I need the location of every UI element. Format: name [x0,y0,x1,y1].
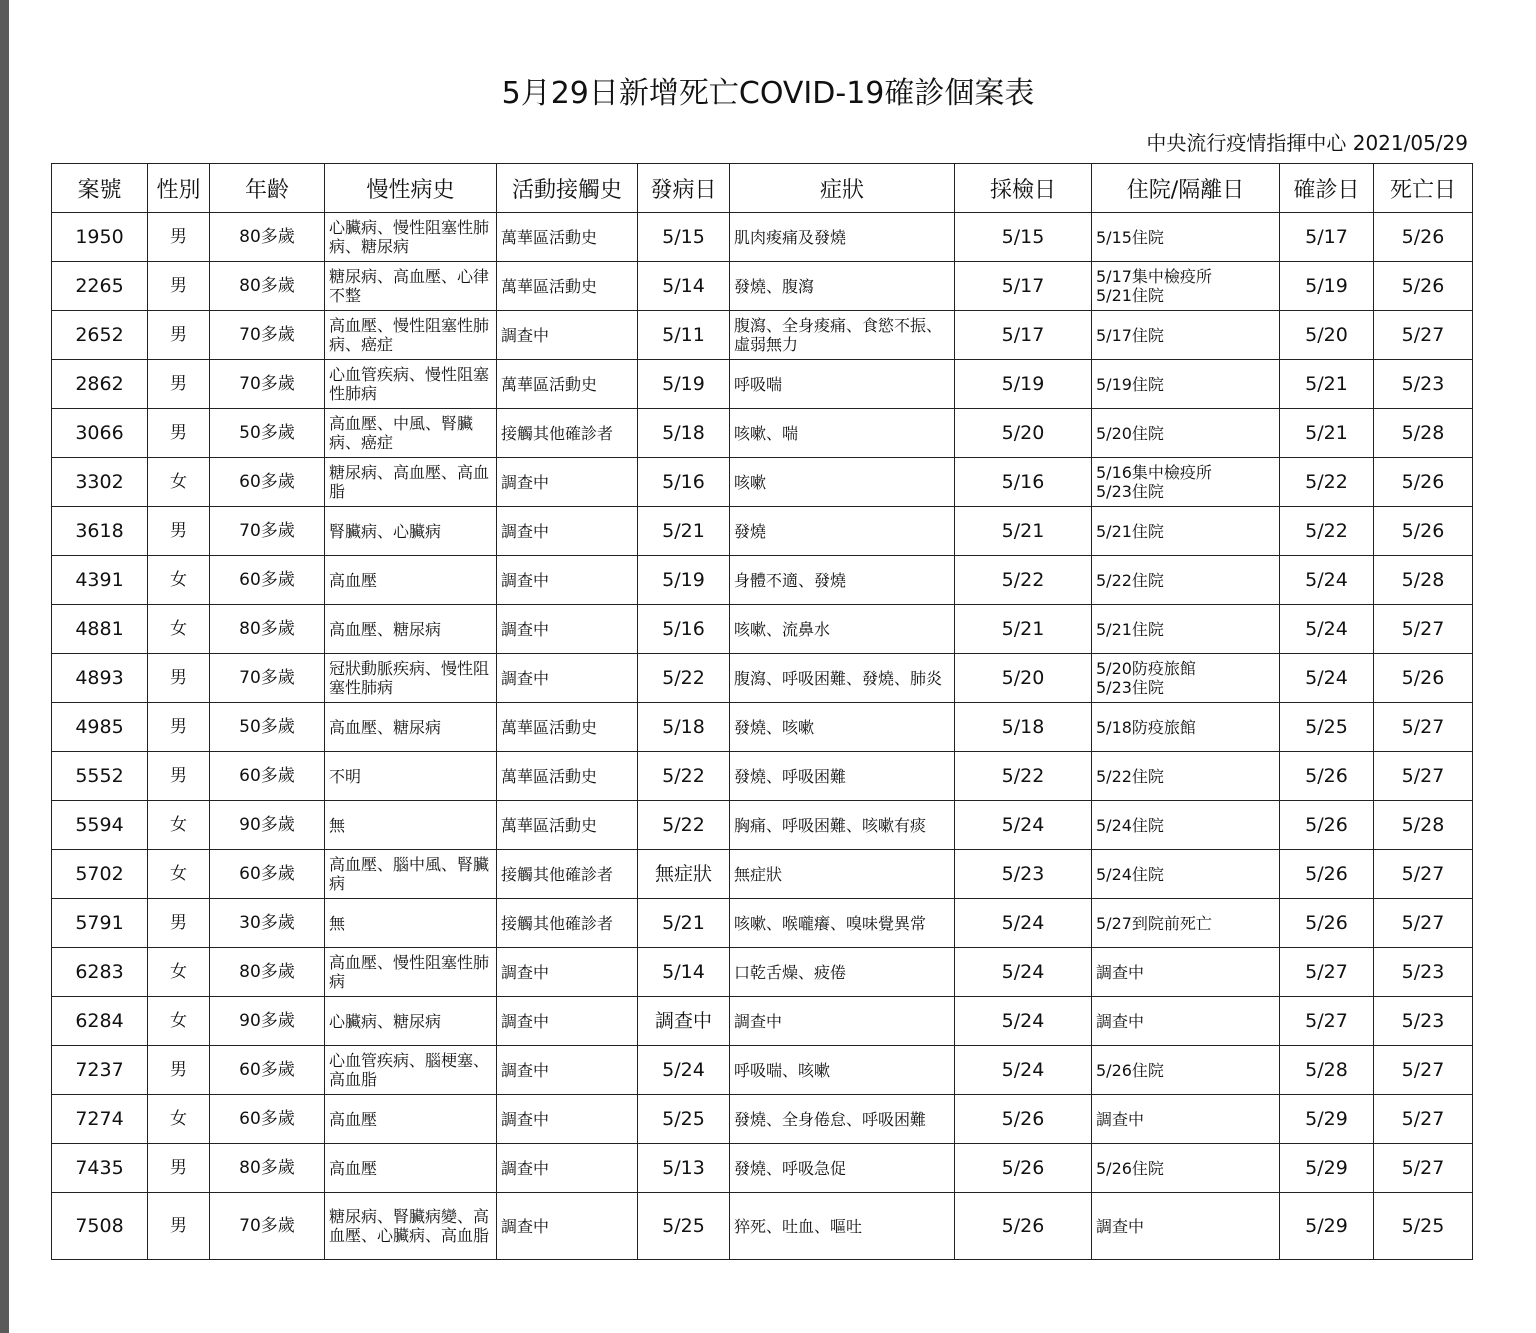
cell-chronic-history: 高血壓、糖尿病 [325,605,497,654]
cell-sampling-date: 5/18 [955,703,1092,752]
cell-age: 60多歲 [210,1095,325,1144]
cell-symptoms: 猝死、吐血、嘔吐 [730,1193,955,1260]
table-row [52,654,1473,703]
cell-case-number: 5791 [52,899,148,948]
cell-symptoms: 身體不適、發燒 [730,556,955,605]
cell-activity-contact: 萬華區活動史 [497,703,638,752]
cell-activity-contact: 萬華區活動史 [497,213,638,262]
cell-case-number: 5594 [52,801,148,850]
cell-sampling-date: 5/26 [955,1193,1092,1260]
cell-chronic-history: 冠狀動脈疾病、慢性阻塞性肺病 [325,654,497,703]
cell-chronic-history: 心臟病、糖尿病 [325,997,497,1046]
cell-activity-contact: 接觸其他確診者 [497,899,638,948]
cell-death-date: 5/23 [1374,948,1473,997]
cell-confirmed-date: 5/21 [1280,360,1374,409]
cell-death-date: 5/23 [1374,997,1473,1046]
cell-activity-contact: 萬華區活動史 [497,752,638,801]
cell-activity-contact: 調查中 [497,997,638,1046]
cell-case-number: 3302 [52,458,148,507]
cell-sex: 女 [148,997,210,1046]
cell-hospital-isolation-date: 5/20住院 [1092,409,1280,458]
table-row [52,948,1473,997]
cell-case-number: 4893 [52,654,148,703]
cell-sampling-date: 5/20 [955,409,1092,458]
cell-onset-date: 5/14 [638,262,730,311]
cell-onset-date: 5/15 [638,213,730,262]
cell-symptoms: 肌肉痠痛及發燒 [730,213,955,262]
cell-confirmed-date: 5/25 [1280,703,1374,752]
cell-chronic-history: 糖尿病、腎臟病變、高血壓、心臟病、高血脂 [325,1193,497,1260]
cell-age: 60多歲 [210,752,325,801]
cell-chronic-history: 心血管疾病、慢性阻塞性肺病 [325,360,497,409]
cell-age: 70多歲 [210,1193,325,1260]
cell-age: 50多歲 [210,409,325,458]
table-row [52,703,1473,752]
cell-age: 60多歲 [210,1046,325,1095]
cell-activity-contact: 調查中 [497,311,638,360]
table-row [52,997,1473,1046]
cell-age: 60多歲 [210,458,325,507]
cell-death-date: 5/27 [1374,311,1473,360]
table-row [52,213,1473,262]
cell-death-date: 5/27 [1374,752,1473,801]
cell-chronic-history: 高血壓 [325,1144,497,1193]
cell-chronic-history: 無 [325,801,497,850]
cell-death-date: 5/27 [1374,1046,1473,1095]
cell-symptoms: 無症狀 [730,850,955,899]
table-row [52,801,1473,850]
cell-activity-contact: 調查中 [497,948,638,997]
cell-hospital-isolation-date: 調查中 [1092,1193,1280,1260]
cell-age: 80多歲 [210,948,325,997]
table-row [52,556,1473,605]
cell-sampling-date: 5/24 [955,899,1092,948]
cell-age: 80多歲 [210,1144,325,1193]
cell-confirmed-date: 5/26 [1280,752,1374,801]
viewer-left-edge [0,0,9,1333]
cell-sex: 男 [148,752,210,801]
cell-death-date: 5/27 [1374,703,1473,752]
cell-hospital-isolation-date: 5/18防疫旅館 [1092,703,1280,752]
cell-case-number: 5702 [52,850,148,899]
cell-onset-date: 5/16 [638,605,730,654]
cell-activity-contact: 調查中 [497,556,638,605]
cell-case-number: 3618 [52,507,148,556]
header-confirmed-date: 確診日 [1280,164,1374,213]
cell-symptoms: 咳嗽 [730,458,955,507]
cell-confirmed-date: 5/27 [1280,997,1374,1046]
cell-symptoms: 咳嗽、喘 [730,409,955,458]
cell-sampling-date: 5/24 [955,1046,1092,1095]
cell-death-date: 5/27 [1374,605,1473,654]
cell-age: 70多歲 [210,360,325,409]
cell-hospital-isolation-date: 5/20防疫旅館 5/23住院 [1092,654,1280,703]
cell-case-number: 1950 [52,213,148,262]
cell-sampling-date: 5/22 [955,556,1092,605]
cell-onset-date: 5/25 [638,1193,730,1260]
cell-death-date: 5/26 [1374,262,1473,311]
cell-sex: 女 [148,850,210,899]
cell-chronic-history: 腎臟病、心臟病 [325,507,497,556]
cell-symptoms: 咳嗽、流鼻水 [730,605,955,654]
table-row [52,1144,1473,1193]
cell-death-date: 5/27 [1374,850,1473,899]
table-row [52,409,1473,458]
document-source-date: 中央流行疫情指揮中心 2021/05/29 [1146,131,1468,155]
cell-symptoms: 發燒、呼吸急促 [730,1144,955,1193]
table-row [52,311,1473,360]
cell-case-number: 4391 [52,556,148,605]
cell-hospital-isolation-date: 5/15住院 [1092,213,1280,262]
cell-symptoms: 咳嗽、喉嚨癢、嗅味覺異常 [730,899,955,948]
cell-age: 30多歲 [210,899,325,948]
cell-confirmed-date: 5/17 [1280,213,1374,262]
cell-hospital-isolation-date: 5/26住院 [1092,1046,1280,1095]
cell-age: 90多歲 [210,801,325,850]
cell-age: 80多歲 [210,262,325,311]
cell-confirmed-date: 5/26 [1280,850,1374,899]
header-age: 年齡 [210,164,325,213]
cell-sampling-date: 5/17 [955,311,1092,360]
cell-hospital-isolation-date: 調查中 [1092,1095,1280,1144]
cell-chronic-history: 糖尿病、高血壓、心律不整 [325,262,497,311]
table-row [52,507,1473,556]
cell-confirmed-date: 5/26 [1280,801,1374,850]
cell-death-date: 5/27 [1374,1144,1473,1193]
cell-age: 70多歲 [210,654,325,703]
cell-hospital-isolation-date: 5/21住院 [1092,605,1280,654]
cell-sampling-date: 5/17 [955,262,1092,311]
cell-sex: 女 [148,801,210,850]
cell-case-number: 7237 [52,1046,148,1095]
cell-death-date: 5/23 [1374,360,1473,409]
cell-confirmed-date: 5/24 [1280,605,1374,654]
cell-chronic-history: 無 [325,899,497,948]
cell-sampling-date: 5/24 [955,948,1092,997]
cell-chronic-history: 高血壓 [325,556,497,605]
cell-age: 60多歲 [210,556,325,605]
cell-age: 80多歲 [210,213,325,262]
cell-activity-contact: 接觸其他確診者 [497,409,638,458]
cell-sampling-date: 5/23 [955,850,1092,899]
cell-case-number: 7435 [52,1144,148,1193]
cell-symptoms: 呼吸喘 [730,360,955,409]
cell-sampling-date: 5/26 [955,1095,1092,1144]
cell-confirmed-date: 5/27 [1280,948,1374,997]
cell-case-number: 2652 [52,311,148,360]
cell-case-number: 5552 [52,752,148,801]
cell-activity-contact: 調查中 [497,605,638,654]
cell-symptoms: 呼吸喘、咳嗽 [730,1046,955,1095]
cell-hospital-isolation-date: 5/24住院 [1092,801,1280,850]
cell-onset-date: 5/24 [638,1046,730,1095]
cell-hospital-isolation-date: 5/24住院 [1092,850,1280,899]
table-row [52,458,1473,507]
cell-symptoms: 調查中 [730,997,955,1046]
document-title: 5月29日新增死亡COVID-19確診個案表 [501,76,1035,111]
cell-sex: 男 [148,1144,210,1193]
cell-sampling-date: 5/26 [955,1144,1092,1193]
cell-sex: 男 [148,654,210,703]
table-row [52,899,1473,948]
table-row [52,605,1473,654]
cell-confirmed-date: 5/20 [1280,311,1374,360]
cell-sex: 女 [148,556,210,605]
cell-sex: 男 [148,213,210,262]
cell-activity-contact: 萬華區活動史 [497,360,638,409]
cell-case-number: 3066 [52,409,148,458]
cell-case-number: 4985 [52,703,148,752]
cell-sex: 男 [148,703,210,752]
cell-symptoms: 發燒、咳嗽 [730,703,955,752]
header-chronic-history: 慢性病史 [325,164,497,213]
cell-onset-date: 5/22 [638,654,730,703]
header-sex: 性別 [148,164,210,213]
header-hospital-isolation-date: 住院/隔離日 [1092,164,1280,213]
table-header-row [52,164,1473,213]
cell-case-number: 6283 [52,948,148,997]
cell-confirmed-date: 5/19 [1280,262,1374,311]
cell-onset-date: 5/21 [638,899,730,948]
cell-sampling-date: 5/24 [955,997,1092,1046]
cell-age: 50多歲 [210,703,325,752]
cases-table [51,163,1473,1260]
cell-activity-contact: 調查中 [497,1046,638,1095]
cell-sex: 男 [148,507,210,556]
cell-chronic-history: 高血壓、糖尿病 [325,703,497,752]
table-row [52,850,1473,899]
cell-symptoms: 發燒、腹瀉 [730,262,955,311]
cell-hospital-isolation-date: 5/19住院 [1092,360,1280,409]
cell-sampling-date: 5/21 [955,507,1092,556]
table-row [52,1193,1473,1260]
cases-table-body [52,213,1473,1260]
cell-age: 70多歲 [210,311,325,360]
cell-hospital-isolation-date: 5/27到院前死亡 [1092,899,1280,948]
cell-confirmed-date: 5/21 [1280,409,1374,458]
cell-age: 80多歲 [210,605,325,654]
cell-symptoms: 口乾舌燥、疲倦 [730,948,955,997]
cell-sampling-date: 5/15 [955,213,1092,262]
cell-confirmed-date: 5/28 [1280,1046,1374,1095]
cell-death-date: 5/26 [1374,213,1473,262]
header-sampling-date: 採檢日 [955,164,1092,213]
cell-symptoms: 發燒、呼吸困難 [730,752,955,801]
cell-sex: 男 [148,311,210,360]
header-death-date: 死亡日 [1374,164,1473,213]
cell-symptoms: 發燒 [730,507,955,556]
table-row [52,360,1473,409]
cell-chronic-history: 高血壓 [325,1095,497,1144]
cell-confirmed-date: 5/26 [1280,899,1374,948]
cell-sampling-date: 5/20 [955,654,1092,703]
cell-sampling-date: 5/19 [955,360,1092,409]
cell-death-date: 5/26 [1374,458,1473,507]
cell-hospital-isolation-date: 5/17集中檢疫所 5/21住院 [1092,262,1280,311]
cell-hospital-isolation-date: 調查中 [1092,948,1280,997]
cell-sex: 男 [148,409,210,458]
cell-onset-date: 5/13 [638,1144,730,1193]
cell-sex: 男 [148,1193,210,1260]
cell-onset-date: 5/22 [638,752,730,801]
cell-confirmed-date: 5/29 [1280,1193,1374,1260]
cell-onset-date: 無症狀 [638,850,730,899]
cell-case-number: 2265 [52,262,148,311]
cell-activity-contact: 調查中 [497,1144,638,1193]
cell-case-number: 7508 [52,1193,148,1260]
cell-onset-date: 5/18 [638,703,730,752]
cell-chronic-history: 高血壓、慢性阻塞性肺病、癌症 [325,311,497,360]
cell-sampling-date: 5/21 [955,605,1092,654]
cell-age: 60多歲 [210,850,325,899]
header-activity-contact: 活動接觸史 [497,164,638,213]
cell-hospital-isolation-date: 調查中 [1092,997,1280,1046]
cell-onset-date: 5/21 [638,507,730,556]
cell-confirmed-date: 5/24 [1280,556,1374,605]
cell-age: 90多歲 [210,997,325,1046]
header-onset-date: 發病日 [638,164,730,213]
table-row [52,1095,1473,1144]
cell-onset-date: 5/19 [638,556,730,605]
cell-sex: 男 [148,360,210,409]
table-row [52,752,1473,801]
cell-sex: 男 [148,899,210,948]
cell-death-date: 5/28 [1374,409,1473,458]
cell-chronic-history: 心血管疾病、腦梗塞、高血脂 [325,1046,497,1095]
cell-onset-date: 5/16 [638,458,730,507]
cell-activity-contact: 調查中 [497,1095,638,1144]
table-row [52,1046,1473,1095]
cell-death-date: 5/28 [1374,801,1473,850]
cell-chronic-history: 高血壓、中風、腎臟病、癌症 [325,409,497,458]
cell-chronic-history: 糖尿病、高血壓、高血脂 [325,458,497,507]
cell-hospital-isolation-date: 5/17住院 [1092,311,1280,360]
cell-confirmed-date: 5/29 [1280,1095,1374,1144]
cell-age: 70多歲 [210,507,325,556]
cell-case-number: 4881 [52,605,148,654]
cell-activity-contact: 接觸其他確診者 [497,850,638,899]
cell-chronic-history: 不明 [325,752,497,801]
cell-death-date: 5/27 [1374,1095,1473,1144]
cell-onset-date: 5/22 [638,801,730,850]
cell-sampling-date: 5/24 [955,801,1092,850]
cell-activity-contact: 調查中 [497,458,638,507]
cell-death-date: 5/28 [1374,556,1473,605]
cell-sex: 女 [148,458,210,507]
cell-case-number: 7274 [52,1095,148,1144]
cell-hospital-isolation-date: 5/22住院 [1092,556,1280,605]
cell-confirmed-date: 5/22 [1280,507,1374,556]
cell-hospital-isolation-date: 5/16集中檢疫所 5/23住院 [1092,458,1280,507]
cell-confirmed-date: 5/22 [1280,458,1374,507]
cell-sampling-date: 5/22 [955,752,1092,801]
table-row [52,262,1473,311]
cell-case-number: 2862 [52,360,148,409]
cell-symptoms: 發燒、全身倦怠、呼吸困難 [730,1095,955,1144]
cell-activity-contact: 調查中 [497,654,638,703]
cell-sex: 男 [148,1046,210,1095]
cell-chronic-history: 高血壓、腦中風、腎臟病 [325,850,497,899]
cell-activity-contact: 調查中 [497,507,638,556]
cell-onset-date: 5/19 [638,360,730,409]
cell-sex: 女 [148,1095,210,1144]
cell-onset-date: 5/11 [638,311,730,360]
cell-symptoms: 胸痛、呼吸困難、咳嗽有痰 [730,801,955,850]
cell-activity-contact: 萬華區活動史 [497,801,638,850]
cell-sex: 男 [148,262,210,311]
cell-death-date: 5/26 [1374,507,1473,556]
cell-confirmed-date: 5/24 [1280,654,1374,703]
cell-symptoms: 腹瀉、全身痠痛、食慾不振、虛弱無力 [730,311,955,360]
cell-case-number: 6284 [52,997,148,1046]
cell-confirmed-date: 5/29 [1280,1144,1374,1193]
header-symptoms: 症狀 [730,164,955,213]
cell-hospital-isolation-date: 5/21住院 [1092,507,1280,556]
cell-sex: 女 [148,605,210,654]
cell-symptoms: 腹瀉、呼吸困難、發燒、肺炎 [730,654,955,703]
cell-death-date: 5/27 [1374,899,1473,948]
cell-chronic-history: 高血壓、慢性阻塞性肺病 [325,948,497,997]
cell-hospital-isolation-date: 5/22住院 [1092,752,1280,801]
cell-activity-contact: 調查中 [497,1193,638,1260]
cell-death-date: 5/26 [1374,654,1473,703]
cell-onset-date: 5/14 [638,948,730,997]
cell-sex: 女 [148,948,210,997]
cell-onset-date: 調查中 [638,997,730,1046]
cell-sampling-date: 5/16 [955,458,1092,507]
cell-death-date: 5/25 [1374,1193,1473,1260]
cell-chronic-history: 心臟病、慢性阻塞性肺病、糖尿病 [325,213,497,262]
cell-onset-date: 5/25 [638,1095,730,1144]
header-case-number: 案號 [52,164,148,213]
cell-onset-date: 5/18 [638,409,730,458]
cell-activity-contact: 萬華區活動史 [497,262,638,311]
cell-hospital-isolation-date: 5/26住院 [1092,1144,1280,1193]
